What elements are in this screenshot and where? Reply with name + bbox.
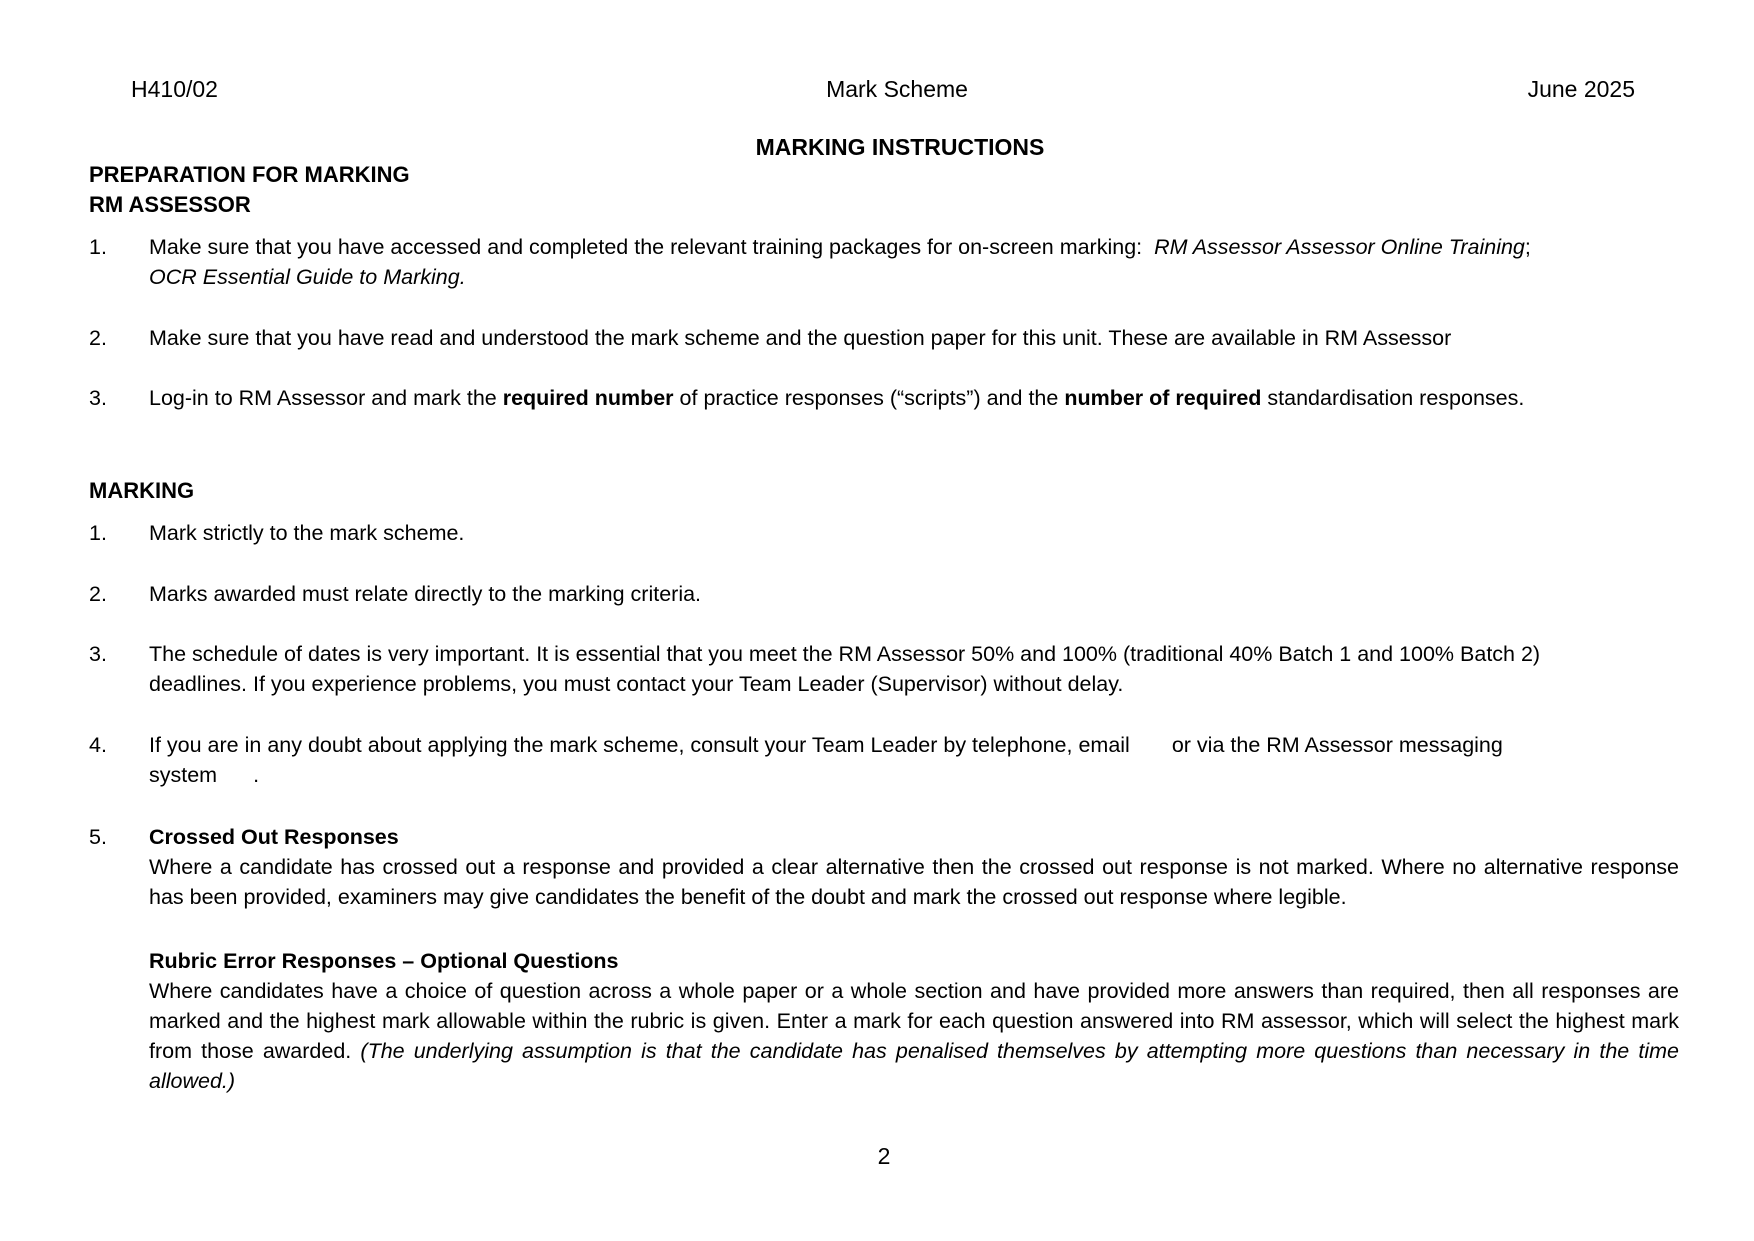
marking-item-1	[89, 518, 1679, 548]
prep-item-1-separator: ;	[1524, 235, 1531, 259]
rubric-heading: Rubric Error Responses – Optional Questions	[149, 949, 619, 973]
prep-item-3	[89, 383, 1679, 413]
prep-item-3-part2: of practice responses (“scripts”) and the	[673, 386, 1065, 410]
prep-item-3-part1: Log-in to RM Assessor and mark the	[149, 386, 503, 410]
prep-item-2-text: Make sure that you have read and understood the mark scheme and the question paper for this unit. These are available in RM Assessor	[149, 326, 1452, 350]
prep-item-3-bold2: number of required	[1064, 386, 1262, 410]
crossed-out-heading: Crossed Out Responses	[149, 825, 399, 849]
marking-item-3-line2: deadlines. If you experience problems, you must contact your Team Leader (Supervisor) without delay.	[149, 672, 1124, 696]
header-date: June 2025	[1527, 76, 1635, 102]
marking-item-2-number: 2.	[89, 582, 107, 606]
marking-item-4-part3: system	[149, 763, 218, 787]
marking-item-5	[89, 822, 1679, 912]
marking-item-5-body	[149, 822, 1679, 912]
marking-item-1-text: Mark strictly to the mark scheme.	[149, 521, 465, 545]
marking-item-4-number: 4.	[89, 733, 107, 757]
prep-item-3-number: 3.	[89, 386, 107, 410]
prep-item-1-training-title: RM Assessor Assessor Online Training	[1154, 235, 1525, 259]
marking-item-3	[89, 639, 1679, 699]
marking-item-2-text: Marks awarded must relate directly to the marking criteria.	[149, 582, 702, 606]
marking-item-5-number: 5.	[89, 825, 107, 849]
page-number: 2	[877, 1143, 891, 1169]
marking-item-3-body	[149, 639, 1679, 699]
prep-item-1-text: Make sure that you have accessed and completed the relevant training packages for on-screen marking:	[149, 235, 1143, 259]
prep-item-3-bold1: required number	[502, 386, 674, 410]
rubric-italic-note: (The underlying assumption is that the candidate has penalised themselves by attempting more questions than necessary in the time allowed.)	[149, 1039, 1679, 1093]
marking-item-4-part2: or via the RM Assessor messaging	[1171, 733, 1503, 757]
prep-item-1-guide-title: OCR Essential Guide to Marking	[149, 265, 460, 289]
marking-item-3-number: 3.	[89, 642, 107, 666]
rubric-section	[89, 946, 1679, 1096]
header-document-type: Mark Scheme	[826, 76, 968, 102]
prep-item-1-body	[149, 232, 1679, 292]
prep-item-2-number: 2.	[89, 326, 107, 350]
marking-item-3-line1: The schedule of dates is very important. It is essential that you meet the RM Assessor 50% and 100% (traditional 40% Batch 1 and 100% Batch 2)	[149, 642, 1541, 666]
crossed-out-text: Where a candidate has crossed out a response and provided a clear alternative then the crossed out response is not marked. Where no alternative response has been provided, examiners may give candidates the benefit of the doubt and mark the crossed out response where legible.	[149, 855, 1679, 909]
marking-item-4-body	[149, 730, 1679, 790]
header-paper-code: H410/02	[131, 76, 218, 102]
prep-item-2	[89, 323, 1679, 353]
prep-item-1	[89, 232, 1679, 292]
marking-item-4	[89, 730, 1679, 790]
page-title: MARKING INSTRUCTIONS	[755, 134, 1045, 160]
rm-assessor-heading: RM ASSESSOR	[89, 192, 251, 217]
prep-item-3-body	[149, 383, 1679, 413]
marking-heading: MARKING	[89, 478, 195, 503]
marking-item-4-part4: .	[253, 763, 260, 787]
prep-item-3-part3: standardisation responses.	[1261, 386, 1525, 410]
preparation-heading: PREPARATION FOR MARKING	[89, 162, 410, 187]
rubric-paragraph	[149, 976, 1679, 1096]
prep-item-1-end: .	[459, 265, 466, 289]
marking-item-4-part1: If you are in any doubt about applying the mark scheme, consult your Team Leader by telephone, email	[149, 733, 1130, 757]
rubric-body	[149, 946, 1679, 1096]
marking-item-2	[89, 579, 1679, 609]
prep-item-1-number: 1.	[89, 235, 107, 259]
marking-item-1-number: 1.	[89, 521, 107, 545]
rubric-text: Where candidates have a choice of question across a whole paper or a whole section and have provided more answers than required, then all responses are marked and the highest mark allowable within the rubric is given. Enter a mark for each question answered into RM assessor, which will select the highest mark from those awarded.	[149, 979, 1679, 1063]
